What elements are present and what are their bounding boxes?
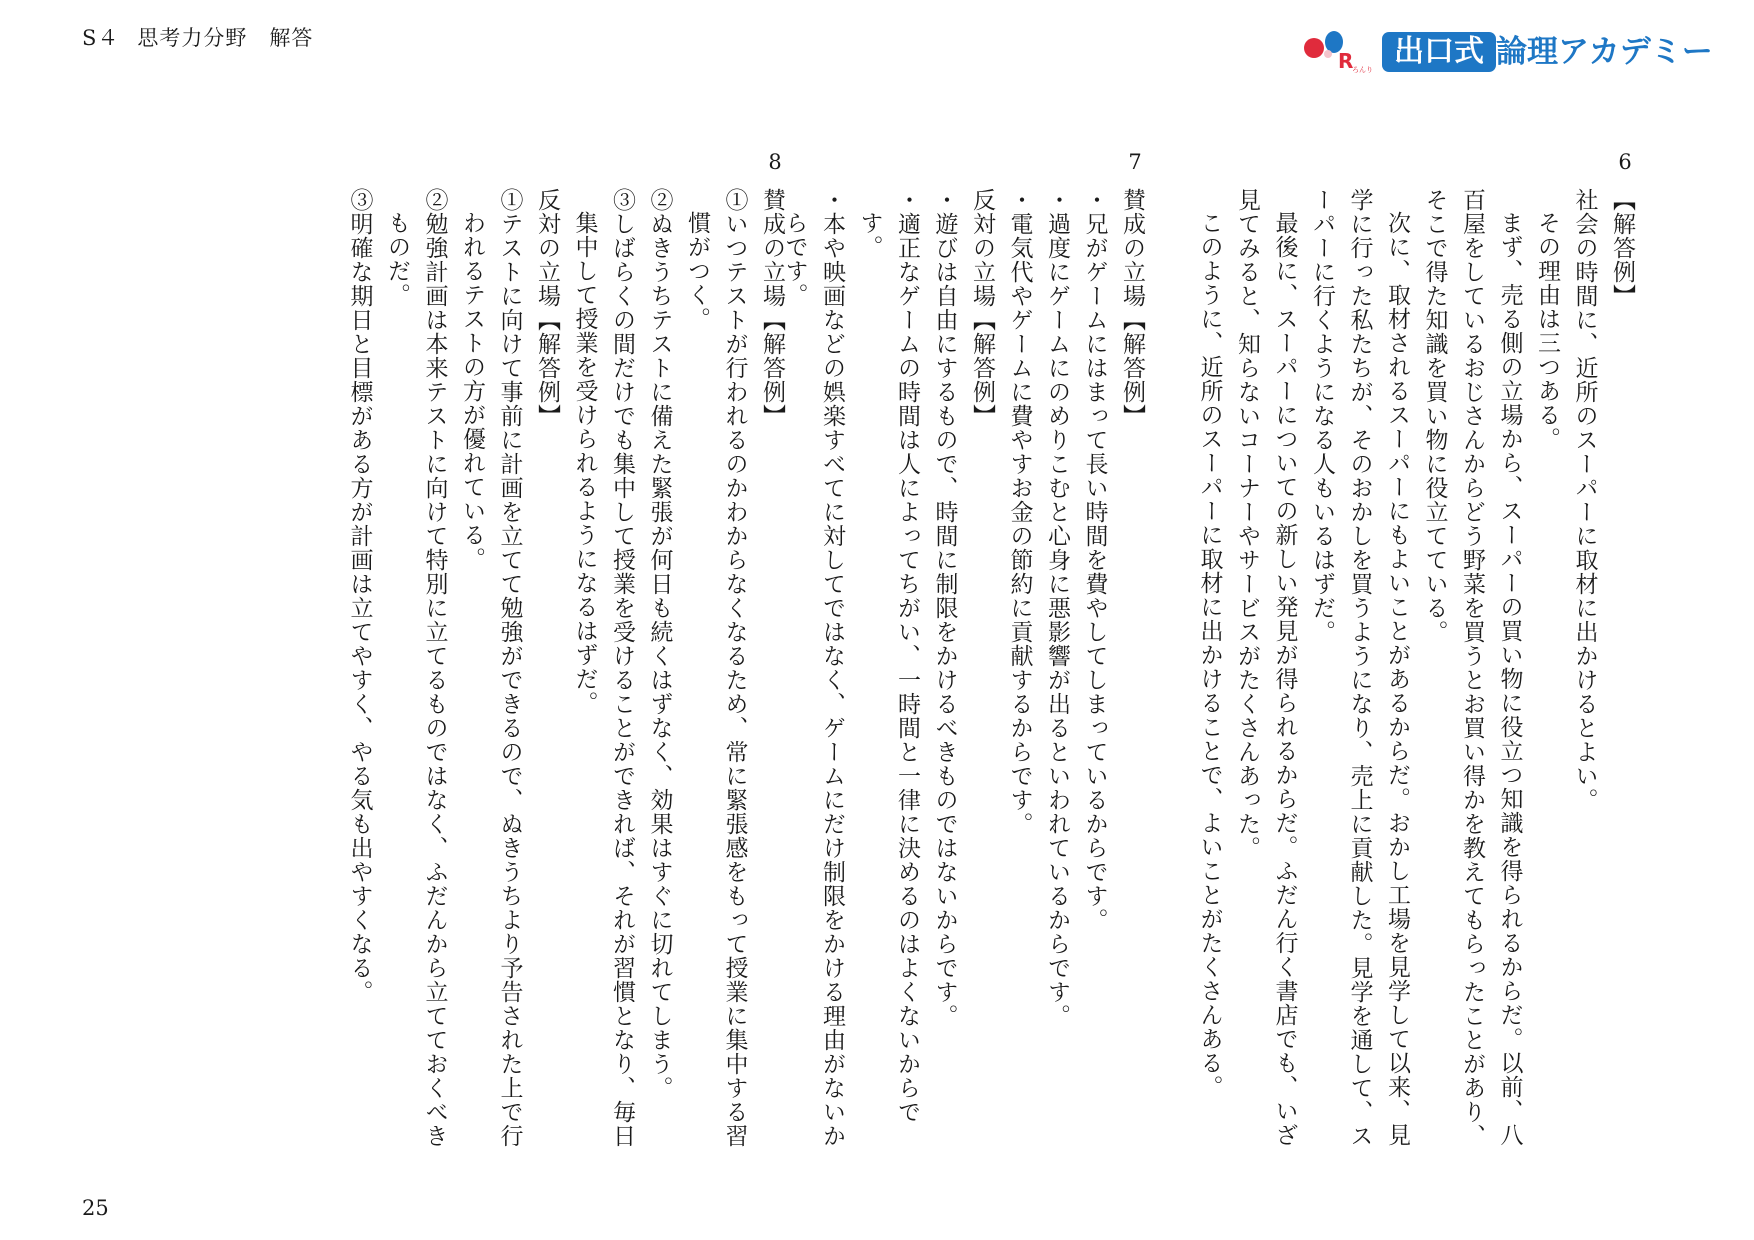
answer-heading: 【解答例】 — [1609, 188, 1635, 308]
answer-line: ③しばらくの間だけでも集中して授業を受けることができれば、それが習慣となり、毎日集中して授業を受けられるようになるはずだ。 — [571, 188, 635, 1148]
answer-line: 社会の時間に、近所のスーパーに取材に出かけるとよい。 — [1571, 188, 1598, 812]
answer-line: ①いつテストが行われるのかわからなくなるため、常に緊張感をもって授業に集中する習慣がつく。 — [684, 188, 748, 1148]
answer-line: まず、売る側の立場から、スーパーの買い物に役立つ知識を得られるからだ。以前、八百屋をしているおじさんからどう野菜を買うとお買い得かを教えてもらったことがあり、そこで得た知識を買い物に役立てている。 — [1421, 188, 1523, 1148]
answer-line: このように、近所のスーパーに取材に出かけることで、よいことがたくさんある。 — [1196, 211, 1223, 1099]
answer-line: ・本や映画などの娯楽すべてに対してではなく、ゲームにだけ制限をかける理由がないからです。 — [781, 188, 845, 1148]
logo — [1300, 28, 1720, 76]
answer-body — [340, 188, 790, 1168]
answer-line: ②勉強計画は本来テストに向けて特別に立てるものではなく、ふだんから立てておくべきものだ。 — [384, 188, 448, 1148]
logo-mark-icon — [1300, 28, 1378, 76]
answer-6 — [1190, 150, 1640, 1170]
answer-7 — [781, 150, 1150, 1170]
page-number: 25 — [82, 1196, 109, 1220]
answer-body — [1190, 188, 1640, 1168]
answer-line: ・遊びは自由にするもので、時間に制限をかけるべきものではないからです。 — [931, 188, 958, 1028]
answer-line: 次に、取材されるスーパーにもよいことがあるからだ。おかし工場を見学して以来、見学に行った私たちが、そのおかしを買うようになり、売上に貢献した。見学を通して、スーパーに行くようになる人もいるはずだ。 — [1309, 188, 1410, 1148]
answer-number: 6 — [1618, 150, 1632, 174]
answer-line: ・兄がゲームにはまって長い時間を費やしてしまっているからです。 — [1081, 188, 1108, 932]
answer-line: 最後に、スーパーについての新しい発見が得られるからだ。ふだん行く書店でも、いざ見てみると、知らないコーナーやサービスがたくさんあった。 — [1234, 188, 1298, 1147]
section-header — [82, 22, 313, 52]
answer-heading: 賛成の立場【解答例】 — [1119, 188, 1145, 428]
answer-8 — [330, 150, 790, 1170]
answer-heading: 反対の立場【解答例】 — [534, 188, 560, 428]
logo-badge: 出口式 — [1382, 32, 1496, 72]
answer-number: 8 — [768, 150, 782, 174]
answer-line: ・適正なゲームの時間は人によってちがい、一時間と一律に決めるのはよくないからです。 — [856, 188, 920, 1124]
logo-mark-small: ろんり — [1352, 66, 1373, 74]
logo-mark-letter: R — [1338, 49, 1354, 73]
answer-body — [775, 188, 1150, 1168]
section-code: S４ — [82, 26, 120, 50]
answer-heading: 賛成の立場【解答例】 — [759, 188, 785, 428]
answer-heading: 反対の立場【解答例】 — [969, 188, 995, 428]
logo-text: 論理アカデミー — [1496, 34, 1713, 70]
answer-number: 7 — [1128, 150, 1142, 174]
answer-line: ・過度にゲームにのめりこむと心身に悪影響が出るといわれているからです。 — [1044, 188, 1070, 1028]
answer-line: その理由は三つある。 — [1534, 211, 1560, 451]
answer-line: ②ぬきうちテストに備えた緊張が何日も続くはずなく、効果はすぐに切れてしまう。 — [646, 188, 673, 1100]
answer-line: ・電気代やゲームに費やすお金の節約に貢献するからです。 — [1006, 188, 1033, 836]
answer-line: ①テストに向けて事前に計画を立てて勉強ができるので、ぬきうちより予告された上で行われるテストの方が優れている。 — [459, 188, 523, 1148]
section-title: 思考力分野 解答 — [137, 26, 314, 50]
answer-line: ③明確な期日と目標がある方が計画は立てやすく、やる気も出やすくなる。 — [346, 188, 373, 1004]
